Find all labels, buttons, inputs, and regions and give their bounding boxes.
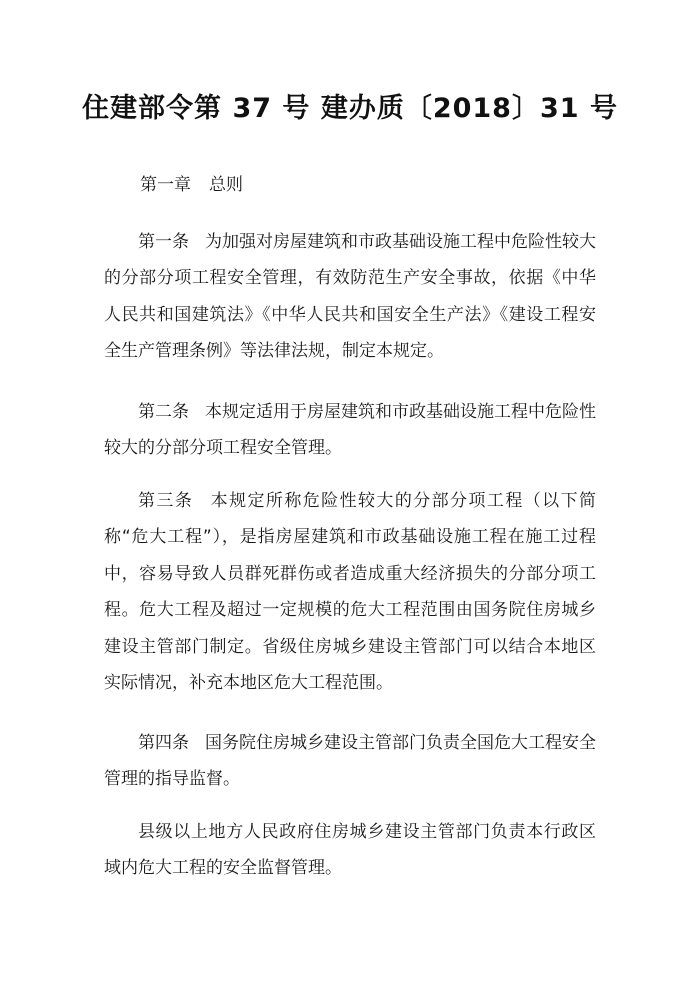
article-text: 本规定所称危险性较大的分部分项工程（以下简称“危大工程”），是指房屋建筑和市政基础设施工程在施工过程中，容易导致人员群死群伤或者造成重大经济损失的分部分项工程。危大工程及超过一定规模的危大工程范围由国务院住房城乡建设主管部门制定。省级住房城乡建设主管部门可以结合本地区实际情况，补充本地区危大工程范围。: [104, 491, 596, 694]
article-text: 国务院住房城乡建设主管部门负责全国危大工程安全管理的指导监督。: [104, 733, 596, 790]
article-paragraph: [104, 224, 596, 370]
chapter-number: 第一章: [140, 175, 191, 195]
article-number: 第一条: [138, 232, 189, 252]
article-text: 本规定适用于房屋建筑和市政基础设施工程中危险性较大的分部分项工程安全管理。: [104, 402, 596, 459]
chapter-heading: [140, 170, 243, 195]
article-number: 第四条: [138, 733, 189, 753]
chapter-name: 总则: [209, 175, 243, 195]
paragraph-text: 县级以上地方人民政府住房城乡建设主管部门负责本行政区域内危大工程的安全监督管理。: [104, 822, 596, 879]
document-title: 住建部令第 37 号 建办质〔2018〕31 号: [82, 93, 618, 124]
article-number: 第三条: [138, 491, 194, 511]
article-paragraph: [104, 725, 596, 798]
article-number: 第二条: [138, 402, 189, 422]
article-text: 为加强对房屋建筑和市政基础设施工程中危险性较大的分部分项工程安全管理，有效防范生产安全事故，依据《中华人民共和国建筑法》《中华人民共和国安全生产法》《建设工程安全生产管理条例》等法律法规，制定本规定。: [104, 232, 596, 362]
article-paragraph: [104, 394, 596, 467]
body-paragraph: [104, 814, 596, 887]
article-paragraph: [104, 483, 596, 701]
